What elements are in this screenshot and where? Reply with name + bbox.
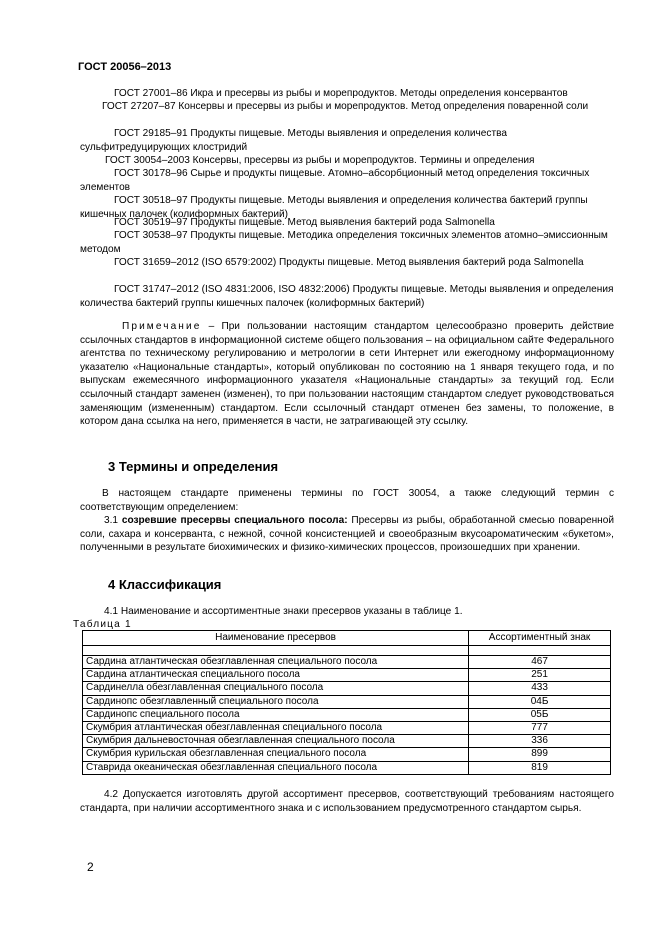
section-3-intro: В настоящем стандарте применены термины по ГОСТ 30054, а также следующий термин с соответствующим определением: <box>80 488 614 513</box>
ref-gost-30178: ГОСТ 30178–96 Сырье и продукты пищевые. Атомно–абсорбционный метод определения токсичных элементов <box>80 168 590 193</box>
assortment-code: 467 <box>469 656 611 669</box>
doc-header: ГОСТ 20056–2013 <box>78 61 172 73</box>
ref-gost-27207: ГОСТ 27207–87 Консервы и пресервы из рыбы и морепродуктов. Метод определения поваренной соли <box>102 101 589 112</box>
product-name: Ставрида океаническая обезглавленная специального посола <box>83 761 469 774</box>
product-name: Скумбрия курильская обезглавленная специального посола <box>83 748 469 761</box>
term-name: созревшие пресервы специального посола: <box>121 515 348 526</box>
assortment-code: 819 <box>469 761 611 774</box>
product-name: Сардина атлантическая специального посола <box>83 669 469 682</box>
product-name: Сардинелла обезглавленная специального посола <box>83 682 469 695</box>
ref-gost-30538: ГОСТ 30538–97 Продукты пищевые. Методика определения токсичных элементов атомно–эмиссионным методом <box>80 230 608 255</box>
assortment-code: 251 <box>469 669 611 682</box>
table-spacer-row <box>83 646 611 656</box>
section-4-1: 4.1 Наименование и ассортиментные знаки пресервов указаны в таблице 1. <box>104 606 463 617</box>
product-name: Сардина атлантическая обезглавленная специального посола <box>83 656 469 669</box>
col-header-code: Ассортиментный знак <box>469 631 611 646</box>
term-number: 3.1 <box>104 515 119 526</box>
note-text: – При пользовании настоящим стандартом целесообразно проверить действие ссылочных стандартов в информационной системе общего пользования – на официальном сайте Федерального агентства по техническому регулированию и метрологии в сети Интернет или ежегодному информационному указателю «Национальные стандарты», который опубликован по состоянию на 1 января текущего года, и по выпускам ежемесячного информационного указателя «Национальные стандарты» за текущий год. Если ссылочный стандарт заменен (изменен), то при пользовании настоящим стандартом следует руководствоваться заменяющим (измененным) стандартом. Если ссылочный стандарт отменен без замены, то положение, в котором дана ссылка на него, применяется в части, не затрагивающей эту ссылку. <box>80 321 615 428</box>
table-row <box>83 695 611 708</box>
assortment-code: 899 <box>469 748 611 761</box>
term-text: Пресервы из рыбы, обработанной смесью поваренной соли, сахара и консерванта, с нежной, сочной консистенцией и своеобразным вкусоароматическим «букетом», полученными в результате биохимических и физико-химических процессов, произошедших при хранении. <box>80 515 615 554</box>
table-row <box>83 735 611 748</box>
page-number: 2 <box>87 860 94 874</box>
assortment-code: 04Б <box>469 695 611 708</box>
col-header-name: Наименование пресервов <box>83 631 469 646</box>
table-row <box>83 682 611 695</box>
table-row <box>83 708 611 721</box>
section-4-heading: 4 Классификация <box>108 577 222 592</box>
product-name: Сардинопс специального посола <box>83 708 469 721</box>
note-paragraph <box>80 320 614 429</box>
ref-gost-27001: ГОСТ 27001–86 Икра и пресервы из рыбы и морепродуктов. Методы определения консервантов <box>114 88 568 99</box>
section-3-heading: 3 Термины и определения <box>108 459 279 474</box>
product-name: Скумбрия атлантическая обезглавленная специального посола <box>83 721 469 734</box>
assortment-code: 433 <box>469 682 611 695</box>
assortment-code: 05Б <box>469 708 611 721</box>
assortment-code: 336 <box>469 735 611 748</box>
ref-gost-30519: ГОСТ 30519–97 Продукты пищевые. Метод выявления бактерий рода Salmonella <box>114 217 495 228</box>
ref-gost-31747: ГОСТ 31747–2012 (ISO 4831:2006, ISO 4832:2006) Продукты пищевые. Методы выявления и определения количества бактерий группы кишечных палочек (колиформных бактерий) <box>80 284 614 309</box>
note-label: Примечание <box>122 321 202 332</box>
table-row <box>83 669 611 682</box>
table-header-row <box>83 631 611 646</box>
product-name: Скумбрия дальневосточная обезглавленная специального посола <box>83 735 469 748</box>
table-row <box>83 748 611 761</box>
ref-gost-29185: ГОСТ 29185–91 Продукты пищевые. Методы выявления и определения количества сульфитредуцирующих клостридий <box>80 128 507 153</box>
product-name: Сардинопс обезглавленный специального посола <box>83 695 469 708</box>
term-definition <box>80 514 614 555</box>
ref-gost-30054: ГОСТ 30054–2003 Консервы, пресервы из рыбы и морепродуктов. Термины и определения <box>105 155 535 166</box>
assortment-code: 777 <box>469 721 611 734</box>
section-4-2: 4.2 Допускается изготовлять другой ассортимент пресервов, соответствующий требованиям настоящего стандарта, при наличии ассортиментного знака и с использованием предусмотренного стандартом сырья. <box>80 789 614 814</box>
table-row <box>83 761 611 774</box>
ref-gost-30518: ГОСТ 30518–97 Продукты пищевые. Методы выявления и определения количества бактерий группы кишечных палочек (колиформных бактерий) <box>80 195 588 220</box>
table-row <box>83 721 611 734</box>
ref-gost-31659: ГОСТ 31659–2012 (ISO 6579:2002) Продукты пищевые. Метод выявления бактерий рода Salmonella <box>114 257 584 268</box>
assortment-table <box>82 630 611 775</box>
table-caption: Таблица 1 <box>73 619 132 630</box>
table-row <box>83 656 611 669</box>
